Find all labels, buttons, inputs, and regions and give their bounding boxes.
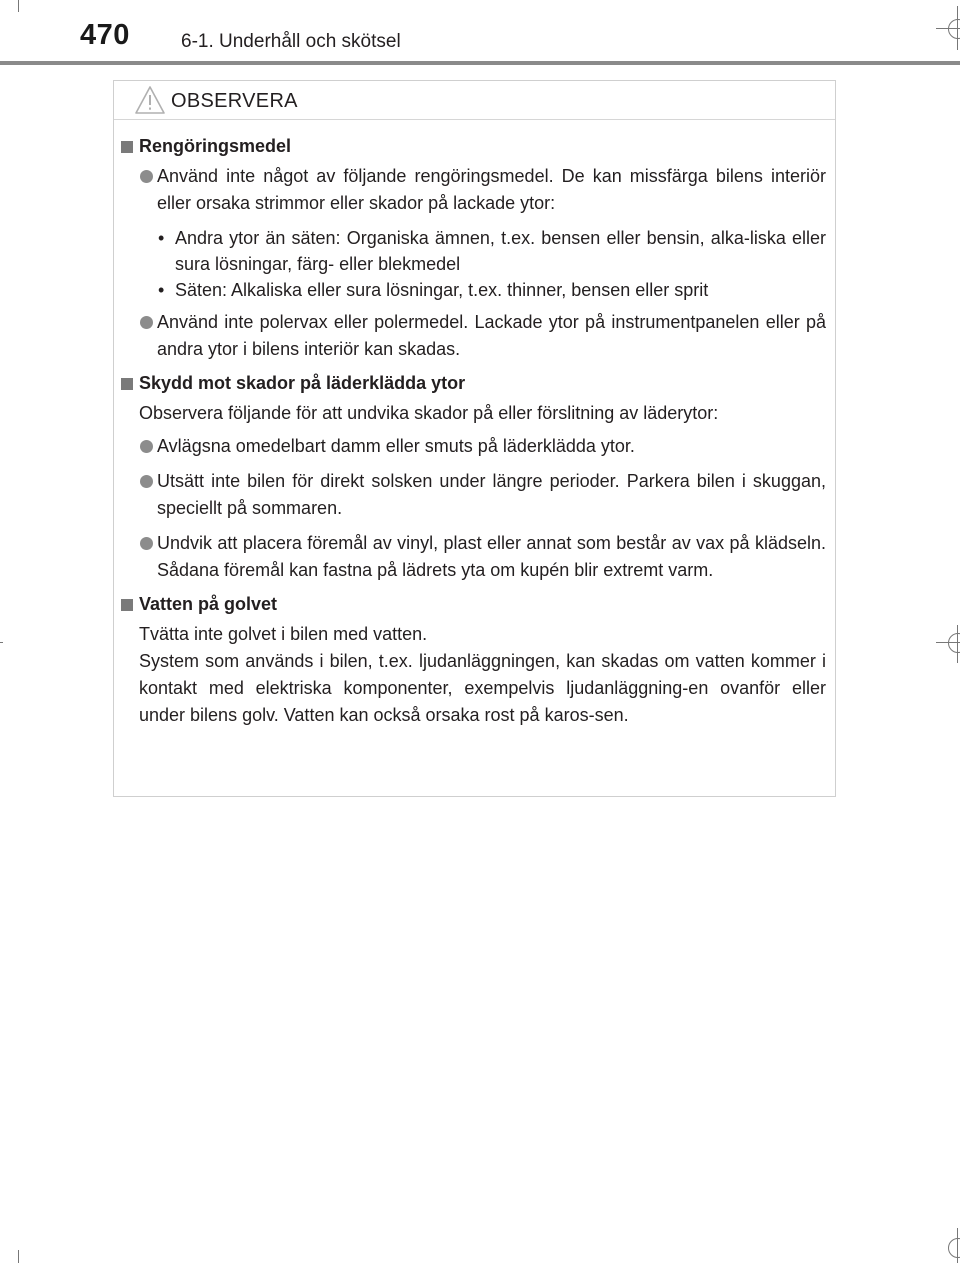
section-heading (114, 591, 835, 618)
list-item (114, 468, 835, 522)
caution-title: OBSERVERA (171, 90, 298, 112)
sub-list-item-text: Säten: Alkaliska eller sura lösningar, t.ex. thinner, bensen eller sprit (175, 280, 709, 300)
list-item-text: Utsätt inte bilen för direkt solsken under längre perioder. Parkera bilen i skuggan, speciellt på sommaren. (157, 471, 826, 518)
dot-bullet-icon: • (158, 228, 165, 248)
paragraph: System som används i bilen, t.ex. ljudanläggningen, kan skadas om vatten kommer i kontakt med elektriska komponenter, exempelvis ljudanläggning-en ovanför eller under bilens golv. Vatten kan också orsaka rost på karos-sen. (139, 651, 826, 725)
paragraph: Observera följande för att undvika skador på eller förslitning av läderytor: (139, 403, 719, 423)
sub-list-item (157, 225, 826, 277)
warning-triangle-icon (134, 85, 166, 115)
caution-header (114, 81, 835, 120)
square-bullet-icon (121, 141, 133, 153)
circle-bullet-icon (140, 170, 153, 183)
list-item-text: Använd inte något av följande rengöringsmedel. De kan missfärga bilens interiör eller orsaka strimmor eller skador på lackade ytor: (157, 166, 826, 213)
list-item-text: Använd inte polervax eller polermedel. Lackade ytor på instrumentpanelen eller på andra ytor i bilens interiör kan skadas. (157, 312, 826, 359)
section-heading-text: Skydd mot skador på läderklädda ytor (139, 373, 466, 393)
circle-bullet-icon (140, 537, 153, 550)
header-rule (0, 61, 960, 65)
square-bullet-icon (121, 599, 133, 611)
crop-mark-right-mid-v (957, 625, 958, 663)
section-title: 6-1. Underhåll och skötsel (181, 31, 401, 52)
crop-mark-bottom-left (18, 1250, 19, 1263)
registration-mark-bottom-right (948, 1238, 960, 1258)
registration-mark-right-mid (948, 633, 960, 653)
section-heading (114, 133, 835, 160)
section-heading (114, 370, 835, 397)
list-item-text: Undvik att placera föremål av vinyl, plast eller annat som består av vax på klädseln. Sådana föremål kan fastna på lädrets yta om kupén blir extremt varm. (157, 533, 826, 580)
sub-list (114, 225, 835, 303)
circle-bullet-icon (140, 316, 153, 329)
list-item (114, 163, 835, 217)
section-heading-text: Rengöringsmedel (139, 136, 292, 156)
crop-mark-bottom-right-v (957, 1228, 958, 1263)
paragraph: Tvätta inte golvet i bilen med vatten. (139, 624, 428, 644)
crop-mark-top-left (18, 0, 19, 12)
list-item (114, 530, 835, 584)
circle-bullet-icon (140, 440, 153, 453)
list-item-text: Avlägsna omedelbart damm eller smuts på läderklädda ytor. (157, 436, 635, 456)
dot-bullet-icon: • (158, 280, 165, 300)
list-item (114, 433, 835, 460)
crop-mark-left-mid (0, 642, 3, 643)
list-item (114, 309, 835, 363)
square-bullet-icon (121, 378, 133, 390)
sub-list-item-text: Andra ytor än säten: Organiska ämnen, t.ex. bensen eller bensin, alka-liska eller sura lösningar, färg- eller blekmedel (175, 228, 826, 274)
registration-mark-top-right (948, 19, 960, 39)
circle-bullet-icon (140, 475, 153, 488)
caution-box (113, 80, 836, 797)
section-heading-text: Vatten på golvet (139, 594, 278, 614)
caution-content (114, 119, 835, 729)
page-number: 470 (80, 19, 130, 51)
sub-list-item (157, 277, 826, 303)
crop-mark-top-right-h (936, 28, 960, 29)
